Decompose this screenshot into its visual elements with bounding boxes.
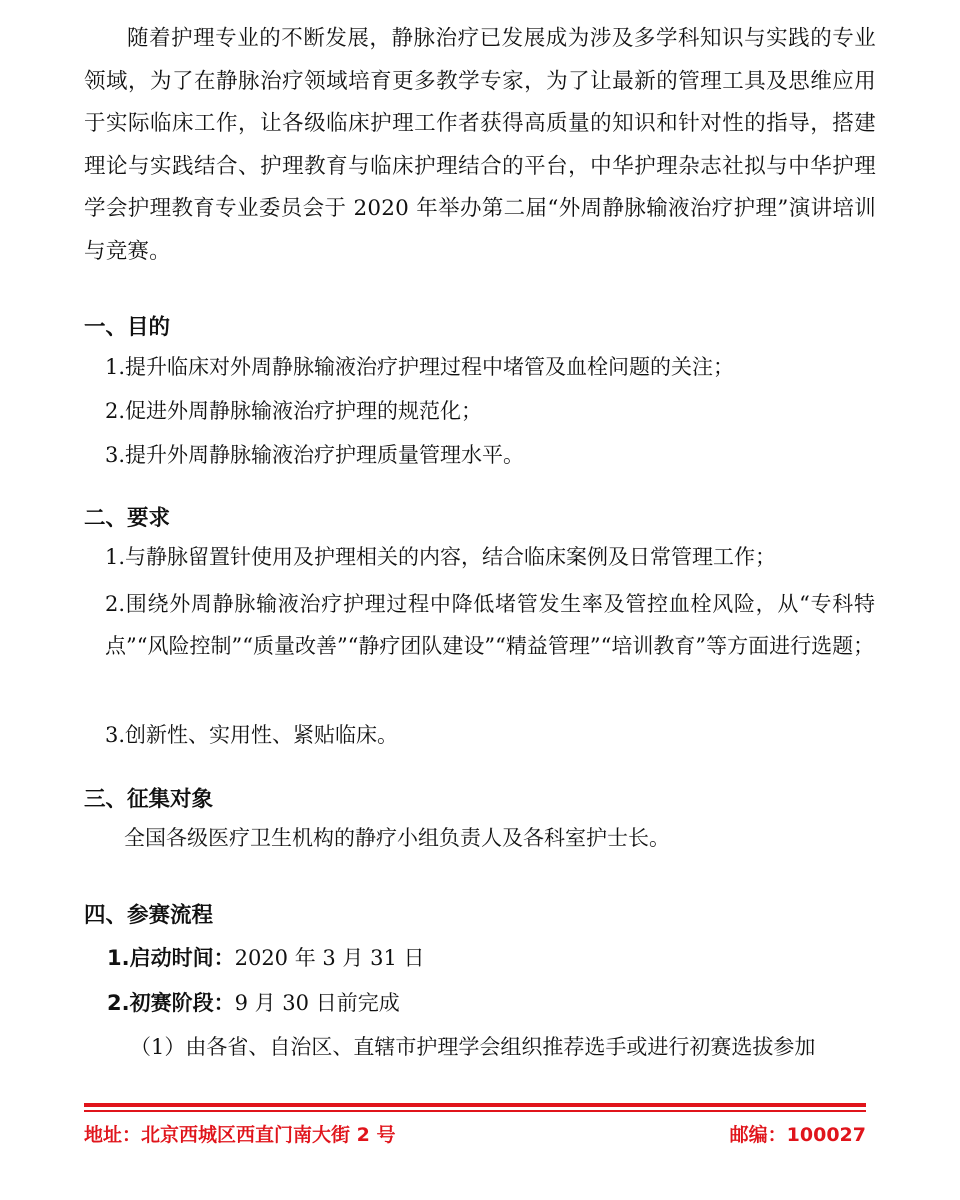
process-step-2-value: 9 月 30 日前完成 — [234, 991, 400, 1015]
section-heading-process: 四、参赛流程 — [84, 903, 214, 928]
process-step-2-detail: （1）由各省、自治区、直辖市护理学会组织推荐选手或进行初赛选拔参加 — [130, 1035, 816, 1059]
footer-postcode: 邮编：100027 — [729, 1124, 866, 1146]
requirement-item-3: 3.创新性、实用性、紧贴临床。 — [105, 723, 399, 747]
process-step-1 — [107, 942, 425, 972]
section-heading-requirements: 二、要求 — [84, 506, 171, 531]
requirement-item-2: 2.围绕外周静脉输液治疗护理过程中降低堵管发生率及管控血栓风险，从“专科特点”“风险控制”“质量改善”“静疗团队建设”“精益管理”“培训教育”等方面进行选题； — [105, 592, 875, 658]
requirement-item-1: 1.与静脉留置针使用及护理相关的内容，结合临床案例及日常管理工作； — [105, 545, 777, 569]
footer-address: 地址：北京西城区西直门南大街 2 号 — [84, 1124, 396, 1146]
process-step-1-value: 2020 年 3 月 31 日 — [234, 946, 425, 970]
process-step-2 — [107, 987, 400, 1017]
section-heading-purpose: 一、目的 — [84, 315, 171, 340]
process-step-1-label: 1.启动时间： — [107, 946, 235, 970]
purpose-item-1: 1.提升临床对外周静脉输液治疗护理过程中堵管及血栓问题的关注； — [105, 355, 735, 379]
purpose-item-2: 2.促进外周静脉输液治疗护理的规范化； — [105, 399, 483, 423]
purpose-item-3: 3.提升外周静脉输液治疗护理质量管理水平。 — [105, 443, 525, 467]
target-body: 全国各级医疗卫生机构的静疗小组负责人及各科室护士长。 — [124, 826, 670, 850]
process-step-2-label: 2.初赛阶段： — [107, 991, 235, 1015]
intro-paragraph: 随着护理专业的不断发展，静脉治疗已发展成为涉及多学科知识与实践的专业领域，为了在静脉治疗领域培育更多教学专家，为了让最新的管理工具及思维应用于实际临床工作，让各级临床护理工作者获得高质量的知识和针对性的指导，搭建理论与实践结合、护理教育与临床护理结合的平台，中华护理杂志社拟与中华护理学会护理教育专业委员会于 2020 年举办第二届“外周静脉输液治疗护理”演讲培训与竞赛。 — [84, 26, 876, 264]
footer-divider-thin — [84, 1110, 866, 1112]
section-heading-target: 三、征集对象 — [84, 787, 214, 812]
footer-divider-thick — [84, 1103, 866, 1107]
